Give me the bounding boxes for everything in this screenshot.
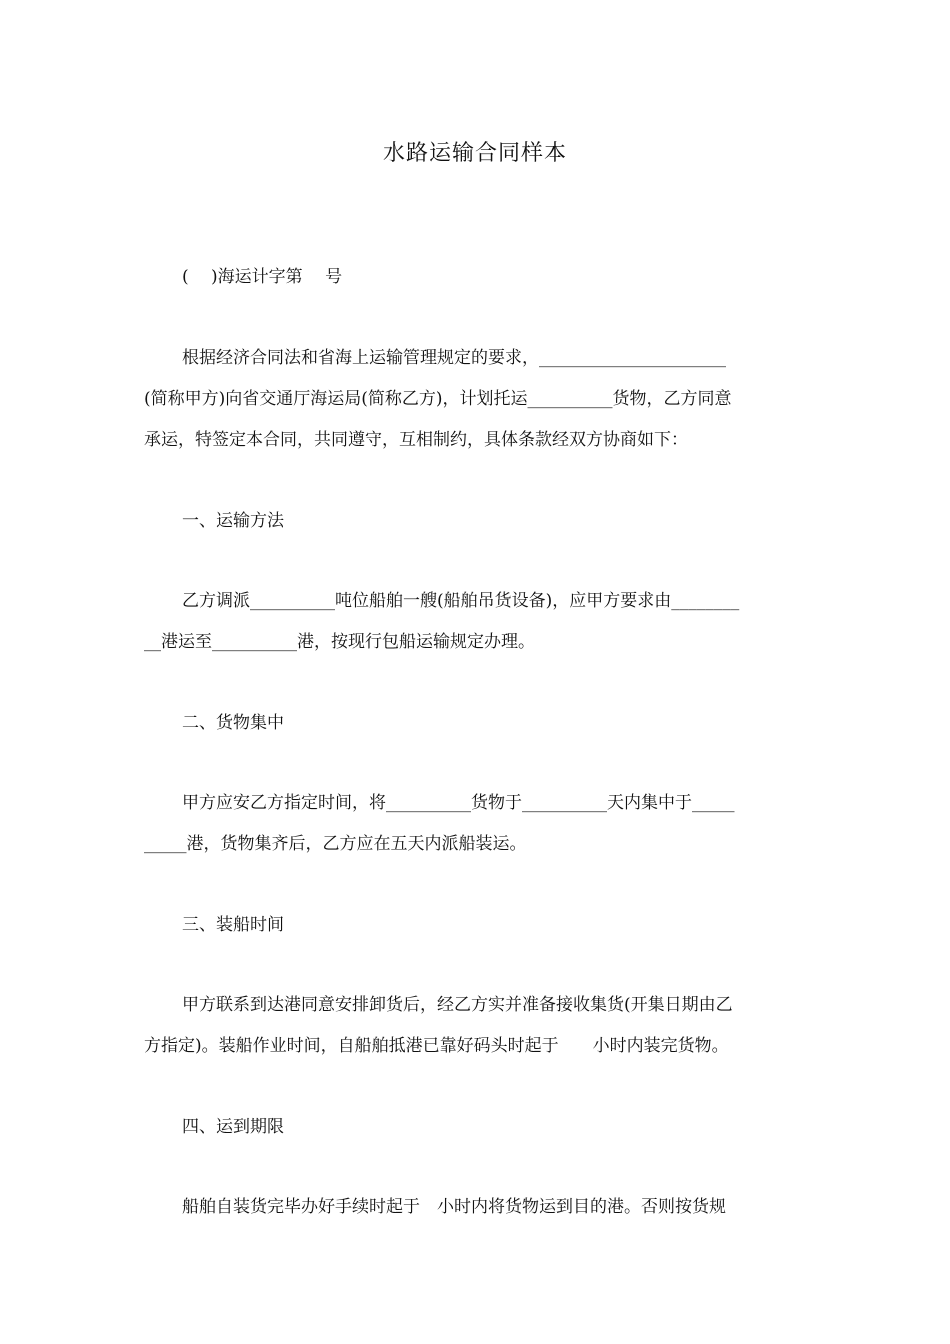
intro-line-1: 根据经济合同法和省海上运输管理规定的要求，______________________ xyxy=(182,348,726,368)
section-3-line-2: 方指定)。装船作业时间，自船舶抵港已靠好码头时起于 小时内装完货物。 xyxy=(144,1036,729,1056)
section-3-line-1: 甲方联系到达港同意安排卸货后，经乙方实并准备接收集货(开集日期由乙 xyxy=(182,995,733,1015)
document-title: 水路运输合同样本 xyxy=(382,141,567,166)
section-2-line-2: _____港，货物集齐后，乙方应在五天内派船装运。 xyxy=(144,834,527,854)
section-heading-cargo-assembly: 二、货物集中 xyxy=(182,713,284,733)
intro-line-2: (简称甲方)向省交通厅海运局(简称乙方)，计划托运__________货物，乙方同意 xyxy=(144,389,732,409)
section-heading-delivery-deadline: 四、运到期限 xyxy=(182,1117,284,1137)
section-heading-loading-time: 三、装船时间 xyxy=(182,915,284,935)
section-4-line-1: 船舶自装货完毕办好手续时起于 小时内将货物运到目的港。否则按货规 xyxy=(182,1197,726,1217)
section-heading-transport-method: 一、运输方法 xyxy=(182,511,284,531)
intro-line-3: 承运，特签定本合同，共同遵守，互相制约，具体条款经双方协商如下： xyxy=(144,430,688,450)
section-1-line-2: __港运至__________港，按现行包船运输规定办理。 xyxy=(144,632,535,652)
document-number: ( )海运计字第 号 xyxy=(182,267,343,287)
section-2-line-1: 甲方应安乙方指定时间，将__________货物于__________天内集中于_____ xyxy=(182,793,735,813)
section-1-line-1: 乙方调派__________吨位船舶一艘(船舶吊货设备)，应甲方要求由________ xyxy=(182,591,740,611)
